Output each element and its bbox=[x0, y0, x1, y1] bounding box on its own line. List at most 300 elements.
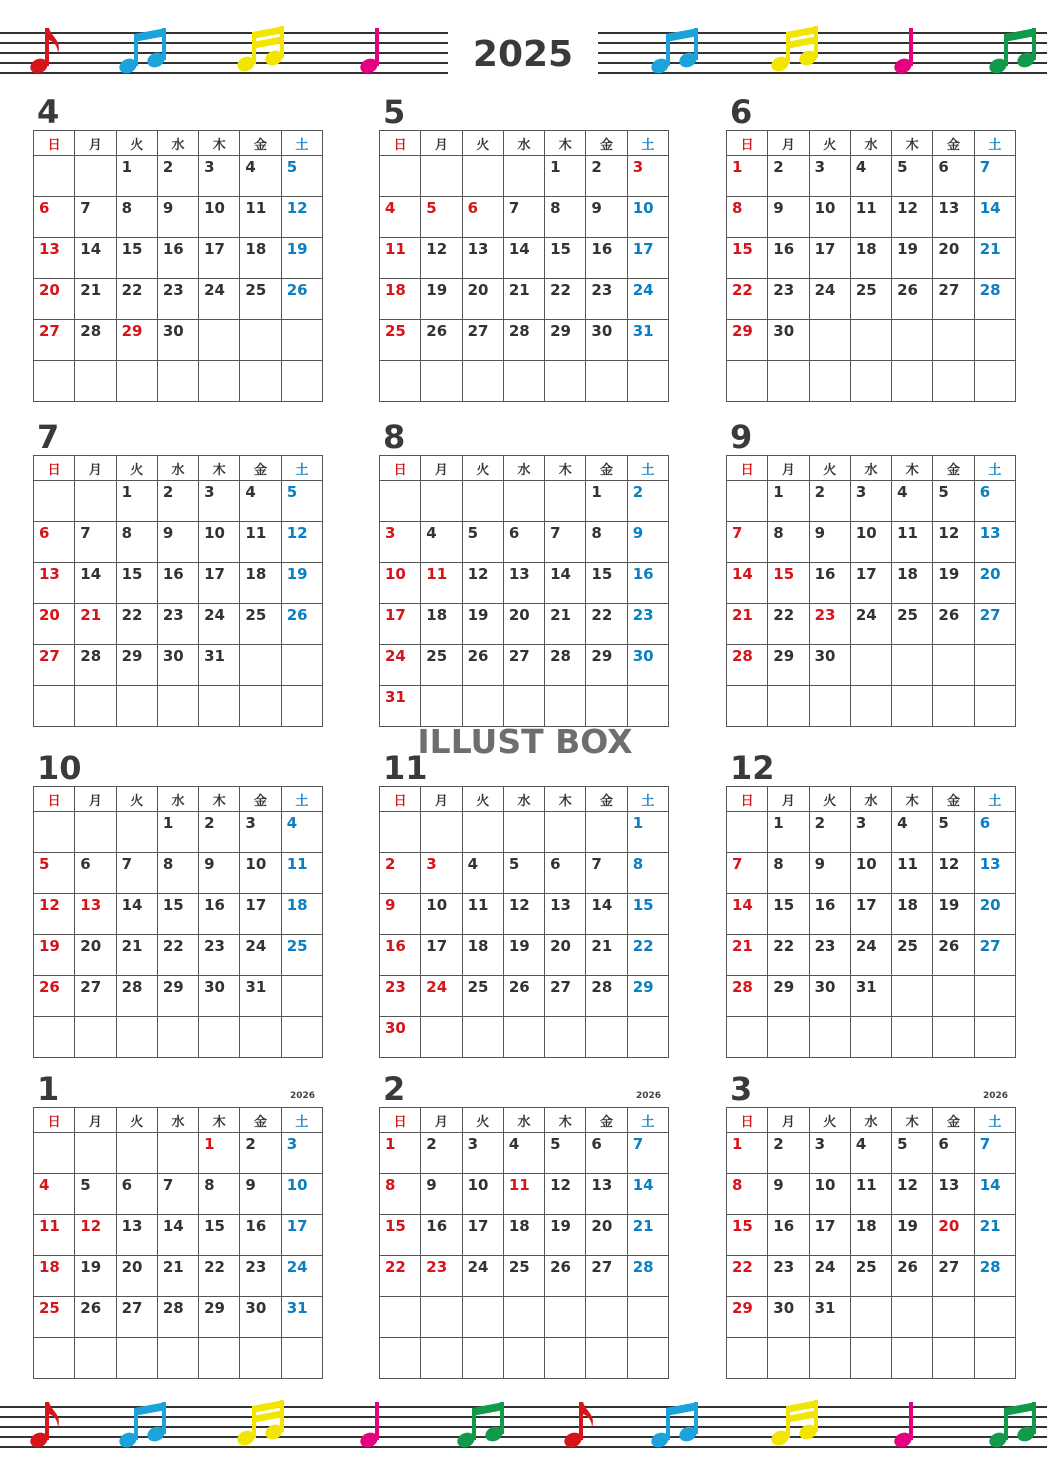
week-row bbox=[34, 1338, 323, 1379]
day-cell: 14 bbox=[116, 894, 157, 935]
day-cell: 17 bbox=[380, 604, 421, 645]
empty-day-cell bbox=[768, 1017, 809, 1058]
empty-day-cell bbox=[850, 320, 891, 361]
week-row bbox=[380, 1256, 669, 1297]
quarter-note-icon bbox=[892, 24, 920, 80]
day-cell: 17 bbox=[421, 935, 462, 976]
weekday-header: 火 bbox=[462, 787, 503, 812]
weekday-header: 月 bbox=[768, 456, 809, 481]
empty-day-cell bbox=[281, 361, 322, 402]
day-cell: 6 bbox=[933, 156, 974, 197]
weekday-header: 月 bbox=[768, 1108, 809, 1133]
day-cell: 21 bbox=[75, 279, 116, 320]
day-cell: 4 bbox=[462, 853, 503, 894]
month-year-label: 2026 bbox=[982, 1091, 1008, 1101]
day-cell: 12 bbox=[933, 522, 974, 563]
empty-day-cell bbox=[421, 686, 462, 727]
empty-day-cell bbox=[34, 1017, 75, 1058]
month-calendar-2 bbox=[379, 1070, 669, 1379]
day-cell: 8 bbox=[116, 197, 157, 238]
week-row bbox=[380, 976, 669, 1017]
day-cell: 15 bbox=[727, 1215, 768, 1256]
empty-day-cell bbox=[462, 1017, 503, 1058]
quarter-note-icon bbox=[358, 24, 386, 80]
week-row bbox=[727, 563, 1016, 604]
empty-day-cell bbox=[380, 156, 421, 197]
week-row bbox=[34, 197, 323, 238]
day-cell: 7 bbox=[75, 197, 116, 238]
day-cell: 5 bbox=[462, 522, 503, 563]
empty-day-cell bbox=[892, 1017, 933, 1058]
day-cell: 30 bbox=[627, 645, 668, 686]
weekday-header: 土 bbox=[281, 131, 322, 156]
day-cell: 31 bbox=[380, 686, 421, 727]
day-cell: 6 bbox=[462, 197, 503, 238]
day-cell: 12 bbox=[421, 238, 462, 279]
day-cell: 31 bbox=[240, 976, 281, 1017]
day-cell: 23 bbox=[157, 279, 198, 320]
day-cell: 20 bbox=[933, 1215, 974, 1256]
day-cell: 11 bbox=[34, 1215, 75, 1256]
day-cell: 20 bbox=[933, 238, 974, 279]
day-cell: 24 bbox=[240, 935, 281, 976]
empty-day-cell bbox=[892, 976, 933, 1017]
month-grid bbox=[379, 1107, 669, 1379]
day-cell: 13 bbox=[503, 563, 544, 604]
empty-day-cell bbox=[34, 1338, 75, 1379]
day-cell: 30 bbox=[157, 645, 198, 686]
empty-day-cell bbox=[727, 1338, 768, 1379]
empty-day-cell bbox=[933, 976, 974, 1017]
weekday-header: 金 bbox=[586, 1108, 627, 1133]
day-cell: 29 bbox=[768, 976, 809, 1017]
day-cell: 13 bbox=[545, 894, 586, 935]
day-cell: 12 bbox=[892, 197, 933, 238]
week-row bbox=[34, 976, 323, 1017]
day-cell: 25 bbox=[850, 1256, 891, 1297]
day-cell: 15 bbox=[157, 894, 198, 935]
day-cell: 25 bbox=[240, 279, 281, 320]
day-cell: 25 bbox=[240, 604, 281, 645]
day-cell: 17 bbox=[240, 894, 281, 935]
empty-day-cell bbox=[240, 361, 281, 402]
day-cell: 9 bbox=[809, 522, 850, 563]
day-cell: 16 bbox=[768, 1215, 809, 1256]
month-number: 11 bbox=[383, 749, 428, 787]
day-cell: 21 bbox=[586, 935, 627, 976]
day-cell: 24 bbox=[380, 645, 421, 686]
day-cell: 4 bbox=[503, 1133, 544, 1174]
empty-day-cell bbox=[586, 686, 627, 727]
day-cell: 27 bbox=[116, 1297, 157, 1338]
day-cell: 15 bbox=[627, 894, 668, 935]
day-cell: 5 bbox=[892, 156, 933, 197]
weekday-header: 水 bbox=[157, 787, 198, 812]
empty-day-cell bbox=[199, 320, 240, 361]
day-cell: 21 bbox=[545, 604, 586, 645]
empty-day-cell bbox=[199, 1017, 240, 1058]
weekday-header: 火 bbox=[116, 456, 157, 481]
day-cell: 28 bbox=[727, 645, 768, 686]
month-year-label: 2026 bbox=[289, 1091, 315, 1101]
month-calendar-8 bbox=[379, 418, 669, 727]
day-cell: 22 bbox=[199, 1256, 240, 1297]
day-cell: 29 bbox=[116, 645, 157, 686]
day-cell: 16 bbox=[157, 563, 198, 604]
day-cell: 13 bbox=[116, 1215, 157, 1256]
day-cell: 23 bbox=[809, 935, 850, 976]
week-row bbox=[34, 604, 323, 645]
empty-day-cell bbox=[627, 361, 668, 402]
weekday-header: 日 bbox=[727, 787, 768, 812]
week-row bbox=[727, 1338, 1016, 1379]
day-cell: 29 bbox=[199, 1297, 240, 1338]
empty-day-cell bbox=[462, 812, 503, 853]
day-cell: 23 bbox=[809, 604, 850, 645]
empty-day-cell bbox=[462, 361, 503, 402]
week-row bbox=[34, 279, 323, 320]
empty-day-cell bbox=[75, 1133, 116, 1174]
weekday-header: 土 bbox=[974, 131, 1015, 156]
week-row bbox=[34, 1174, 323, 1215]
day-cell: 28 bbox=[974, 279, 1015, 320]
day-cell: 18 bbox=[462, 935, 503, 976]
weekday-header: 日 bbox=[380, 787, 421, 812]
day-cell: 27 bbox=[545, 976, 586, 1017]
empty-day-cell bbox=[545, 686, 586, 727]
illust-box-watermark: ILLUST BOX bbox=[417, 722, 633, 761]
day-cell: 26 bbox=[503, 976, 544, 1017]
day-cell: 27 bbox=[933, 279, 974, 320]
day-cell: 19 bbox=[75, 1256, 116, 1297]
empty-day-cell bbox=[503, 1338, 544, 1379]
day-cell: 2 bbox=[809, 481, 850, 522]
day-cell: 6 bbox=[116, 1174, 157, 1215]
weekday-header: 日 bbox=[34, 131, 75, 156]
week-row bbox=[380, 894, 669, 935]
day-cell: 26 bbox=[933, 604, 974, 645]
day-cell: 22 bbox=[545, 279, 586, 320]
empty-day-cell bbox=[380, 812, 421, 853]
week-row bbox=[380, 853, 669, 894]
eighth-note-icon bbox=[562, 1398, 598, 1454]
weekday-header: 木 bbox=[199, 787, 240, 812]
empty-day-cell bbox=[545, 812, 586, 853]
weekday-header: 金 bbox=[586, 456, 627, 481]
day-cell: 1 bbox=[768, 812, 809, 853]
empty-day-cell bbox=[34, 481, 75, 522]
quarter-note-icon bbox=[358, 1398, 386, 1454]
empty-day-cell bbox=[75, 481, 116, 522]
day-cell: 11 bbox=[892, 853, 933, 894]
day-cell: 18 bbox=[240, 238, 281, 279]
week-row bbox=[34, 320, 323, 361]
day-cell: 29 bbox=[116, 320, 157, 361]
day-cell: 6 bbox=[586, 1133, 627, 1174]
day-cell: 24 bbox=[850, 604, 891, 645]
weekday-header: 金 bbox=[586, 787, 627, 812]
day-cell: 8 bbox=[199, 1174, 240, 1215]
day-cell: 23 bbox=[421, 1256, 462, 1297]
day-cell: 20 bbox=[974, 894, 1015, 935]
weekday-header: 月 bbox=[75, 131, 116, 156]
day-cell: 16 bbox=[809, 894, 850, 935]
day-cell: 19 bbox=[503, 935, 544, 976]
empty-day-cell bbox=[809, 1338, 850, 1379]
day-cell: 27 bbox=[974, 604, 1015, 645]
weekday-header: 水 bbox=[503, 456, 544, 481]
day-cell: 14 bbox=[75, 238, 116, 279]
empty-day-cell bbox=[627, 1017, 668, 1058]
week-row bbox=[380, 1297, 669, 1338]
empty-day-cell bbox=[727, 686, 768, 727]
empty-day-cell bbox=[157, 1133, 198, 1174]
weekday-header: 木 bbox=[545, 456, 586, 481]
day-cell: 18 bbox=[421, 604, 462, 645]
month-calendar-1 bbox=[33, 1070, 323, 1379]
day-cell: 24 bbox=[809, 1256, 850, 1297]
week-row bbox=[380, 812, 669, 853]
weekday-header: 月 bbox=[421, 456, 462, 481]
day-cell: 2 bbox=[586, 156, 627, 197]
day-cell: 7 bbox=[627, 1133, 668, 1174]
week-row bbox=[34, 563, 323, 604]
day-cell: 12 bbox=[281, 522, 322, 563]
weekday-header: 木 bbox=[199, 456, 240, 481]
day-cell: 14 bbox=[627, 1174, 668, 1215]
empty-day-cell bbox=[199, 686, 240, 727]
day-cell: 10 bbox=[421, 894, 462, 935]
weekday-header: 月 bbox=[75, 787, 116, 812]
month-grid bbox=[379, 130, 669, 402]
day-cell: 4 bbox=[281, 812, 322, 853]
day-cell: 15 bbox=[199, 1215, 240, 1256]
day-cell: 15 bbox=[545, 238, 586, 279]
day-cell: 9 bbox=[768, 197, 809, 238]
day-cell: 4 bbox=[34, 1174, 75, 1215]
month-grid bbox=[33, 1107, 323, 1379]
day-cell: 22 bbox=[627, 935, 668, 976]
day-cell: 9 bbox=[157, 522, 198, 563]
day-cell: 2 bbox=[380, 853, 421, 894]
day-cell: 10 bbox=[850, 853, 891, 894]
day-cell: 20 bbox=[34, 279, 75, 320]
week-row bbox=[727, 894, 1016, 935]
day-cell: 18 bbox=[281, 894, 322, 935]
day-cell: 20 bbox=[34, 604, 75, 645]
week-row bbox=[34, 935, 323, 976]
weekday-header: 火 bbox=[116, 1108, 157, 1133]
day-cell: 24 bbox=[421, 976, 462, 1017]
day-cell: 16 bbox=[768, 238, 809, 279]
day-cell: 20 bbox=[503, 604, 544, 645]
day-cell: 4 bbox=[240, 481, 281, 522]
day-cell: 29 bbox=[586, 645, 627, 686]
empty-day-cell bbox=[850, 686, 891, 727]
day-cell: 1 bbox=[545, 156, 586, 197]
month-grid bbox=[726, 1107, 1016, 1379]
empty-day-cell bbox=[75, 156, 116, 197]
day-cell: 14 bbox=[586, 894, 627, 935]
day-cell: 26 bbox=[892, 1256, 933, 1297]
empty-day-cell bbox=[157, 686, 198, 727]
empty-day-cell bbox=[850, 1338, 891, 1379]
week-row bbox=[34, 894, 323, 935]
day-cell: 12 bbox=[892, 1174, 933, 1215]
empty-day-cell bbox=[974, 686, 1015, 727]
empty-day-cell bbox=[974, 320, 1015, 361]
day-cell: 8 bbox=[157, 853, 198, 894]
day-cell: 6 bbox=[933, 1133, 974, 1174]
day-cell: 10 bbox=[627, 197, 668, 238]
day-cell: 14 bbox=[545, 563, 586, 604]
day-cell: 1 bbox=[157, 812, 198, 853]
empty-day-cell bbox=[421, 812, 462, 853]
day-cell: 29 bbox=[727, 320, 768, 361]
day-cell: 26 bbox=[545, 1256, 586, 1297]
day-cell: 26 bbox=[892, 279, 933, 320]
empty-day-cell bbox=[974, 1297, 1015, 1338]
empty-day-cell bbox=[892, 320, 933, 361]
empty-day-cell bbox=[933, 361, 974, 402]
day-cell: 18 bbox=[503, 1215, 544, 1256]
day-cell: 3 bbox=[199, 156, 240, 197]
day-cell: 20 bbox=[586, 1215, 627, 1256]
empty-day-cell bbox=[199, 1338, 240, 1379]
day-cell: 28 bbox=[545, 645, 586, 686]
week-row bbox=[34, 238, 323, 279]
weekday-header: 月 bbox=[75, 1108, 116, 1133]
day-cell: 22 bbox=[768, 935, 809, 976]
day-cell: 17 bbox=[627, 238, 668, 279]
day-cell: 7 bbox=[116, 853, 157, 894]
day-cell: 19 bbox=[281, 563, 322, 604]
empty-day-cell bbox=[974, 976, 1015, 1017]
weekday-header: 日 bbox=[727, 1108, 768, 1133]
day-cell: 15 bbox=[586, 563, 627, 604]
empty-day-cell bbox=[545, 481, 586, 522]
day-cell: 14 bbox=[75, 563, 116, 604]
day-cell: 20 bbox=[974, 563, 1015, 604]
day-cell: 8 bbox=[545, 197, 586, 238]
day-cell: 11 bbox=[850, 197, 891, 238]
empty-day-cell bbox=[768, 361, 809, 402]
day-cell: 28 bbox=[75, 645, 116, 686]
weekday-header: 日 bbox=[380, 456, 421, 481]
day-cell: 23 bbox=[586, 279, 627, 320]
day-cell: 25 bbox=[892, 604, 933, 645]
empty-day-cell bbox=[116, 812, 157, 853]
day-cell: 21 bbox=[157, 1256, 198, 1297]
day-cell: 23 bbox=[157, 604, 198, 645]
weekday-header: 日 bbox=[380, 131, 421, 156]
day-cell: 19 bbox=[892, 1215, 933, 1256]
day-cell: 25 bbox=[503, 1256, 544, 1297]
empty-day-cell bbox=[586, 812, 627, 853]
empty-day-cell bbox=[586, 1017, 627, 1058]
empty-day-cell bbox=[380, 1297, 421, 1338]
month-calendar-7 bbox=[33, 418, 323, 727]
day-cell: 31 bbox=[809, 1297, 850, 1338]
day-cell: 29 bbox=[545, 320, 586, 361]
day-cell: 3 bbox=[627, 156, 668, 197]
empty-day-cell bbox=[421, 481, 462, 522]
day-cell: 6 bbox=[974, 812, 1015, 853]
day-cell: 1 bbox=[727, 156, 768, 197]
week-row bbox=[380, 563, 669, 604]
day-cell: 19 bbox=[933, 563, 974, 604]
week-row bbox=[380, 1017, 669, 1058]
week-row bbox=[380, 522, 669, 563]
day-cell: 1 bbox=[199, 1133, 240, 1174]
day-cell: 10 bbox=[380, 563, 421, 604]
day-cell: 4 bbox=[421, 522, 462, 563]
weekday-header: 土 bbox=[627, 1108, 668, 1133]
day-cell: 23 bbox=[768, 279, 809, 320]
empty-day-cell bbox=[933, 645, 974, 686]
week-row bbox=[34, 686, 323, 727]
empty-day-cell bbox=[240, 686, 281, 727]
day-cell: 14 bbox=[157, 1215, 198, 1256]
day-cell: 17 bbox=[281, 1215, 322, 1256]
day-cell: 9 bbox=[627, 522, 668, 563]
month-year-label: 2026 bbox=[635, 1091, 661, 1101]
empty-day-cell bbox=[974, 361, 1015, 402]
weekday-header: 金 bbox=[240, 787, 281, 812]
day-cell: 10 bbox=[281, 1174, 322, 1215]
empty-day-cell bbox=[281, 686, 322, 727]
week-row bbox=[380, 1133, 669, 1174]
day-cell: 17 bbox=[850, 894, 891, 935]
empty-day-cell bbox=[421, 1297, 462, 1338]
day-cell: 12 bbox=[503, 894, 544, 935]
week-row bbox=[380, 361, 669, 402]
day-cell: 9 bbox=[809, 853, 850, 894]
weekday-header: 日 bbox=[34, 787, 75, 812]
day-cell: 7 bbox=[545, 522, 586, 563]
day-cell: 20 bbox=[75, 935, 116, 976]
day-cell: 25 bbox=[421, 645, 462, 686]
day-cell: 24 bbox=[199, 279, 240, 320]
day-cell: 11 bbox=[892, 522, 933, 563]
month-grid bbox=[726, 455, 1016, 727]
day-cell: 7 bbox=[503, 197, 544, 238]
day-cell: 23 bbox=[240, 1256, 281, 1297]
empty-day-cell bbox=[727, 1017, 768, 1058]
day-cell: 26 bbox=[421, 320, 462, 361]
day-cell: 30 bbox=[199, 976, 240, 1017]
week-row bbox=[380, 686, 669, 727]
weekday-header: 火 bbox=[116, 131, 157, 156]
day-cell: 31 bbox=[627, 320, 668, 361]
day-cell: 10 bbox=[809, 197, 850, 238]
day-cell: 26 bbox=[75, 1297, 116, 1338]
day-cell: 16 bbox=[809, 563, 850, 604]
week-row bbox=[727, 1133, 1016, 1174]
weekday-header: 水 bbox=[157, 456, 198, 481]
day-cell: 5 bbox=[421, 197, 462, 238]
empty-day-cell bbox=[809, 686, 850, 727]
day-cell: 21 bbox=[116, 935, 157, 976]
day-cell: 8 bbox=[727, 1174, 768, 1215]
day-cell: 10 bbox=[809, 1174, 850, 1215]
weekday-header: 金 bbox=[240, 131, 281, 156]
week-row bbox=[34, 1215, 323, 1256]
empty-day-cell bbox=[421, 156, 462, 197]
week-row bbox=[34, 645, 323, 686]
day-cell: 15 bbox=[768, 894, 809, 935]
empty-day-cell bbox=[75, 686, 116, 727]
